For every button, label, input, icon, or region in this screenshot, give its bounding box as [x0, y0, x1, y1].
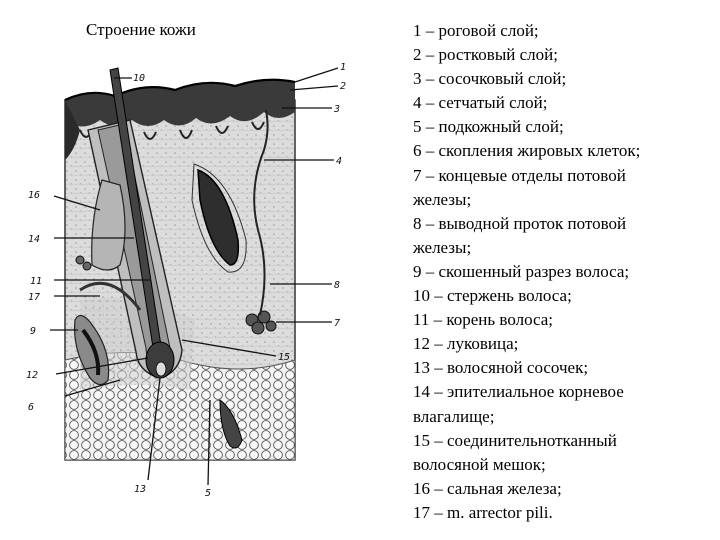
legend-item: 9 – скошенный разрез волоса;: [413, 261, 630, 281]
label-9: 9: [30, 326, 37, 337]
legend-item: 12 – луковица;: [413, 334, 519, 354]
legend-item: 14 – эпителиальное корневое: [413, 382, 624, 402]
label-7: 7: [334, 318, 341, 329]
legend-item: 15 – соединительнотканный: [413, 430, 617, 450]
legend-item: 3 – сосочковый слой;: [413, 69, 567, 89]
legend-item: 10 – стержень волоса;: [413, 286, 572, 306]
legend-item: 6 – скопления жировых клеток;: [413, 141, 641, 161]
legend-item: 16 – сальная железа;: [413, 478, 562, 498]
label-10: 10: [133, 73, 146, 84]
label-3: 3: [334, 104, 341, 115]
legend-item: 7 – концевые отделы потовой: [413, 165, 626, 185]
label-11: 11: [30, 276, 43, 287]
legend-item: 1 – роговой слой;: [413, 21, 539, 40]
page-title: Строение кожи: [86, 20, 196, 39]
legend-item: 11 – корень волоса;: [413, 310, 554, 330]
legend-item: 2 – ростковый слой;: [413, 45, 558, 65]
skin-structure-diagram: [20, 60, 360, 510]
legend-item: 5 – подкожный слой;: [413, 117, 564, 137]
label-8: 8: [334, 280, 341, 291]
legend-item: 13 – волосяной сосочек;: [413, 358, 589, 378]
legend-item: 8 – выводной проток потовой: [413, 213, 627, 233]
label-4: 4: [336, 156, 343, 167]
legend-item: железы;: [413, 237, 472, 257]
label-1: 1: [340, 62, 347, 73]
label-15: 15: [278, 352, 291, 363]
label-14: 14: [28, 234, 41, 245]
hair-papilla: [156, 362, 166, 376]
legend-item: железы;: [413, 189, 472, 209]
legend-item: влагалище;: [413, 406, 495, 426]
label-2: 2: [340, 81, 347, 92]
label-16: 16: [28, 190, 41, 201]
legend-item: 4 – сетчатый слой;: [413, 93, 548, 113]
label-17: 17: [28, 292, 41, 303]
label-6: 6: [28, 402, 35, 413]
label-13: 13: [134, 484, 147, 495]
legend-item: волосяной мешок;: [413, 454, 546, 474]
legend: [413, 19, 713, 525]
label-5: 5: [205, 488, 212, 499]
label-12: 12: [26, 370, 39, 381]
legend-item: 17 – m. arrector pili.: [413, 502, 553, 522]
